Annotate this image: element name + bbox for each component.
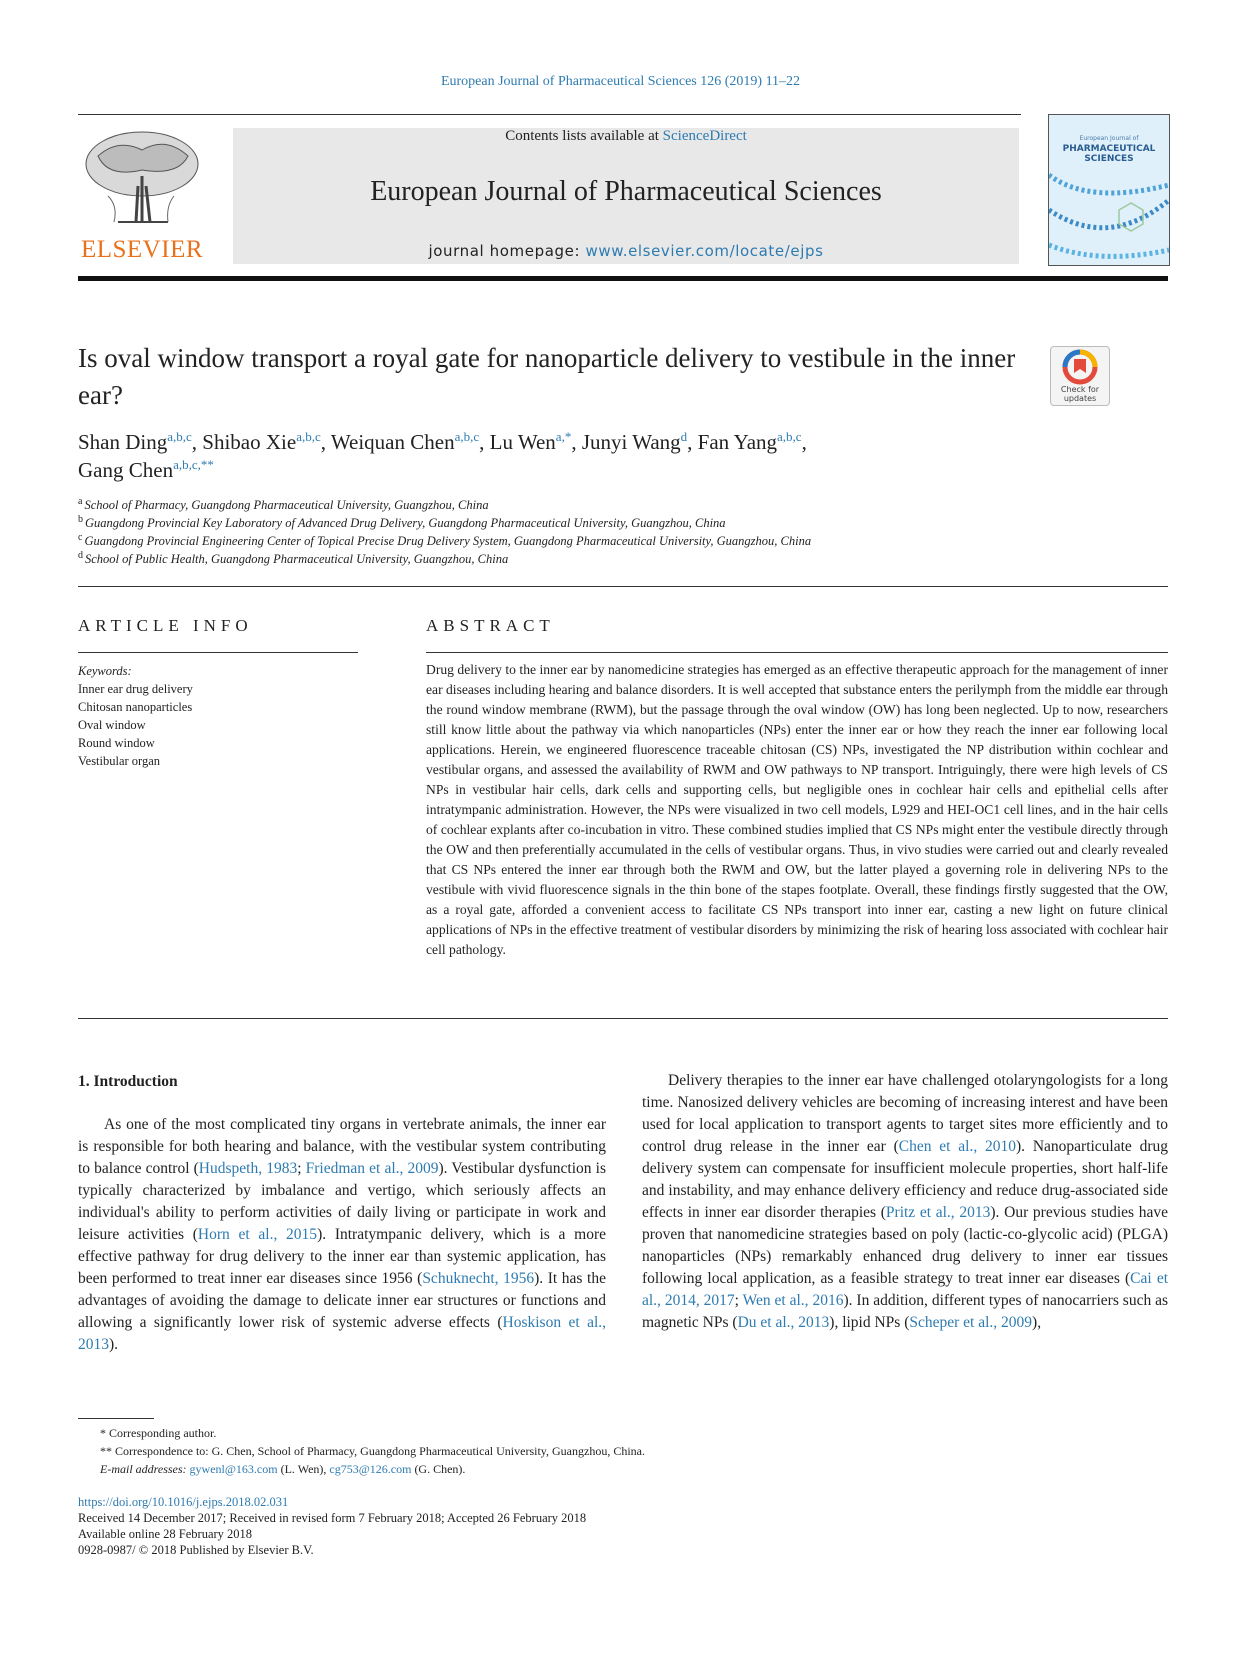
footnote-star: *	[100, 1426, 106, 1440]
abstract-heading: ABSTRACT	[426, 616, 555, 635]
paragraph-text: ).	[109, 1336, 119, 1353]
elsevier-logo[interactable]	[78, 126, 206, 264]
email-owner-chen: (G. Chen).	[411, 1462, 466, 1476]
cover-title-line1: PHARMACEUTICAL	[1062, 144, 1156, 154]
header-rule	[78, 114, 1021, 115]
citation-link[interactable]: Hoskison et al., 2013	[78, 1314, 607, 1353]
check-updates-icon	[1051, 347, 1109, 387]
publication-metadata	[78, 1494, 1078, 1558]
paragraph-text: Delivery therapies to the inner ear have challenged otolaryngologists for a long time. Nanosized delivery vehicles are becoming of increasing interest and have been used for local application to transport agents to target sites more efficiently and to control drug release in the inner ear (	[642, 1072, 1168, 1155]
sciencedirect-link[interactable]: ScienceDirect	[662, 128, 747, 144]
author-separator: ,	[687, 430, 698, 454]
footnote-double-star: **	[100, 1444, 112, 1458]
footnote-corresponding-text: Corresponding author.	[109, 1426, 217, 1440]
paragraph-text: As one of the most complicated tiny organs in vertebrate animals, the inner ear is responsible for both hearing and balance, with the vestibular system contributing to balance control (	[78, 1116, 606, 1177]
citation-link[interactable]: Scheper et al., 2009	[909, 1314, 1033, 1331]
author-item[interactable]	[331, 430, 490, 454]
affiliation-text: Guangdong Provincial Engineering Center of Topical Precise Drug Delivery System, Guangdong Pharmaceutical University, Guangzhou, China	[84, 534, 812, 548]
article-title: Is oval window transport a royal gate for nanoparticle delivery to vestibule in the inner ear?	[78, 343, 1016, 410]
doi-link[interactable]: https://doi.org/10.1016/j.ejps.2018.02.031	[78, 1495, 289, 1509]
affiliation-letter: d	[78, 549, 83, 561]
citation-link[interactable]: Hudspeth, 1983	[198, 1160, 298, 1177]
author-item[interactable]	[698, 430, 807, 454]
email-label: E-mail addresses:	[100, 1462, 187, 1476]
check-for-updates-badge[interactable]	[1050, 346, 1110, 406]
footnote-correspondence	[78, 1442, 1078, 1460]
email-link-wen[interactable]: gywenl@163.com	[189, 1462, 278, 1476]
affiliation-item	[78, 496, 1078, 514]
cover-small-label: European Journal of	[1079, 135, 1139, 142]
keyword-item: Round window	[78, 736, 155, 750]
journal-citation[interactable]: European Journal of Pharmaceutical Sciences 126 (2019) 11–22	[440, 74, 801, 89]
author-separator: ,	[571, 430, 582, 454]
keyword-item: Vestibular organ	[78, 754, 161, 768]
introduction-column-left	[78, 1114, 606, 1356]
introduction-column-right	[642, 1070, 1168, 1334]
header-thick-rule	[78, 276, 1168, 281]
paragraph-text: ). Intratympanic delivery, which is a more effective pathway for drug delivery to the inner ear than systemic application, has been performed to treat inner ear diseases since 1956 (	[78, 1226, 606, 1287]
elsevier-wordmark: ELSEVIER	[80, 236, 204, 263]
paragraph-text: ), lipid NPs (	[829, 1314, 910, 1331]
affiliation-item	[78, 550, 1078, 568]
citation-link[interactable]: Chen et al., 2010	[898, 1138, 1016, 1155]
available-online: Available online 28 February 2018	[78, 1527, 253, 1541]
citation-link[interactable]: Horn et al., 2015	[197, 1226, 318, 1243]
author-affiliation-marks[interactable]: a,b,c,**	[173, 457, 214, 472]
author-affiliation-marks[interactable]: a,b,c	[777, 429, 802, 444]
affiliation-letter: a	[78, 495, 83, 507]
paragraph-text: ). It has the advantages of avoiding the damage to delicate inner ear structures or functions and allowing a significantly lower risk of systemic adverse effects (	[78, 1270, 606, 1331]
footnote-emails	[78, 1460, 1078, 1478]
footnote-correspondence-text: Correspondence to: G. Chen, School of Pharmacy, Guangdong Pharmaceutical University, Guangzhou, China.	[115, 1444, 645, 1458]
affiliation-letter: b	[78, 513, 83, 525]
author-separator: ,	[320, 430, 331, 454]
citation-link[interactable]: Du et al., 2013	[737, 1314, 830, 1331]
author-item[interactable]	[78, 458, 214, 482]
citation-link[interactable]: Wen et al., 2016	[742, 1292, 844, 1309]
author-name: Gang Chen	[78, 458, 174, 482]
affiliation-text: Guangdong Provincial Key Laboratory of Advanced Drug Delivery, Guangdong Pharmaceutical University, Guangzhou, China	[85, 516, 726, 530]
paragraph-text: ;	[734, 1292, 743, 1309]
paragraph-text: ;	[297, 1160, 306, 1177]
journal-cover-thumbnail[interactable]	[1048, 114, 1170, 266]
contents-prefix: Contents lists available at	[505, 128, 663, 144]
author-item[interactable]	[490, 430, 582, 454]
paragraph-text: ),	[1032, 1314, 1042, 1331]
footnote-rule	[78, 1418, 154, 1419]
footnotes	[78, 1424, 1078, 1478]
paragraph-text: ). Vestibular dysfunction is typically characterized by imbalance and vertigo, which seriously affects an individual's ability to perform activities of daily living or participate in work and leisure activities (	[78, 1160, 606, 1243]
author-name: Fan Yang	[697, 430, 778, 454]
paragraph-text: ). In addition, different types of nanocarriers such as magnetic NPs (	[642, 1292, 1169, 1331]
author-name: Junyi Wang	[581, 430, 681, 454]
homepage-prefix: journal homepage:	[428, 242, 586, 260]
article-info-heading: ARTICLE INFO	[78, 616, 253, 635]
author-affiliation-marks[interactable]: a,b,c	[454, 429, 480, 444]
citation-link[interactable]: Pritz et al., 2013	[885, 1204, 991, 1221]
journal-title: European Journal of Pharmaceutical Sciences	[370, 176, 882, 207]
affiliation-list	[78, 496, 1078, 568]
contents-line	[233, 128, 1019, 145]
journal-masthead	[233, 128, 1019, 264]
keywords-block	[78, 662, 358, 770]
received-dates: Received 14 December 2017; Received in revised form 7 February 2018; Accepted 26 February 2018	[78, 1511, 587, 1525]
author-name: Weiquan Chen	[330, 430, 455, 454]
keyword-item: Oval window	[78, 718, 146, 732]
author-separator: ,	[479, 430, 490, 454]
keyword-item: Inner ear drug delivery	[78, 682, 193, 696]
author-affiliation-marks[interactable]: d	[680, 429, 688, 444]
citation-link[interactable]: Cai et al., 2014, 2017	[642, 1270, 1169, 1309]
affiliation-item	[78, 532, 1078, 550]
copyright-line: 0928-0987/ © 2018 Published by Elsevier B.V.	[78, 1543, 314, 1557]
author-item[interactable]	[202, 430, 331, 454]
article-info-rule	[78, 652, 358, 653]
author-affiliation-marks[interactable]: a,b,c	[167, 429, 192, 444]
author-item[interactable]	[582, 430, 698, 454]
check-updates-label: Check for updates	[1060, 385, 1100, 403]
author-separator: ,	[191, 430, 203, 454]
email-owner-wen: (L. Wen),	[277, 1462, 330, 1476]
elsevier-tree-icon	[78, 126, 206, 230]
affiliation-item	[78, 514, 1078, 532]
homepage-link[interactable]: www.elsevier.com/locate/ejps	[585, 242, 824, 260]
author-separator: ,	[801, 430, 807, 454]
abstract-body: Drug delivery to the inner ear by nanomedicine strategies has emerged as an effective therapeutic approach for the management of inner ear diseases including hearing and balance disorders. It is well accepted that substance enters the perilymph from the middle ear through the round window membrane (RWM), but the passage through the oval window (OW) has long been neglected. Up to now, researchers still know little about the pathway via which nanoparticles (NPs) enter the inner ear or how they reach the inner ear following local applications. Herein, we engineered fluorescence traceable chitosan (CS) NPs, investigated the NP distribution within cochlear and vestibular organs, and assessed the availability of RWM and OW pathways to NP transport. Intriguingly, there were high levels of CS NPs in vestibular hair cells, dark cells and supporting cells, but negligible ones in cochlear hair cells and epithelial cells after intratympanic administration. However, the NPs were visualized in two cell models, L929 and HEI-OC1 cell lines, and in the hair cells of cochlear explants after co-incubation in vitro. These combined studies implied that CS NPs might enter the vestibule directly through the OW and then preferentially accumulated in the cells of vestibular organs. Thus, in vivo studies were carried out and clearly revealed that CS NPs entered the inner ear through both the RWM and OW, but the latter played a governing role in delivering NPs to the vestibule with vivid fluorescence signals in the thin bone of the stapes footplate. Overall, these findings firstly suggested that the OW, as a royal gate, afforded a convenient access to facilitate CS NPs transport into inner ear, casting a new light on future clinical applications of NPs in the effective treatment of vestibular disorders by minimizing the risk of hearing loss associated with cochlear hair cell pathology.	[426, 662, 1168, 957]
email-link-chen[interactable]: cg753@126.com	[329, 1462, 412, 1476]
citation-link[interactable]: Schuknecht, 1956	[422, 1270, 535, 1287]
cover-title-line2: SCIENCES	[1084, 154, 1134, 164]
citation-link[interactable]: Friedman et al., 2009	[305, 1160, 439, 1177]
keyword-item: Chitosan nanoparticles	[78, 700, 193, 714]
abstract-bottom-rule	[78, 1018, 1168, 1019]
author-name: Shibao Xie	[202, 430, 297, 454]
affiliation-letter: c	[78, 531, 83, 543]
author-affiliation-marks[interactable]: a,b,c	[296, 429, 321, 444]
cover-art-icon	[1049, 115, 1169, 265]
abstract-rule	[426, 652, 1168, 653]
author-list	[78, 428, 1038, 484]
footnote-corresponding	[78, 1424, 1078, 1442]
affiliation-text: School of Public Health, Guangdong Pharmaceutical University, Guangzhou, China	[85, 552, 509, 566]
homepage-line	[233, 242, 1019, 260]
section-rule	[78, 586, 1168, 587]
author-affiliation-marks[interactable]: a,*	[555, 429, 572, 444]
introduction-heading: 1. Introduction	[78, 1073, 178, 1090]
author-item[interactable]	[78, 430, 202, 454]
keywords-label: Keywords:	[78, 664, 132, 678]
author-name: Lu Wen	[489, 430, 556, 454]
paragraph-text: ). Our previous studies have proven that nanomedicine strategies based on poly (lactic-co-glycolic acid) (PLGA) nanoparticles (NPs) remarkably enhanced drug delivery to inner ear tissues following local application, as a feasible strategy to treat inner ear diseases (	[642, 1204, 1168, 1287]
affiliation-text: School of Pharmacy, Guangdong Pharmaceutical University, Guangzhou, China	[84, 498, 489, 512]
paragraph-text: ). Nanoparticulate drug delivery system can compensate for insufficient molecule properties, short half-life and instability, and may enhance delivery efficiency and reduce drug-associated side effects in inner ear disorder therapies (	[642, 1138, 1169, 1221]
author-name: Shan Ding	[78, 430, 168, 454]
